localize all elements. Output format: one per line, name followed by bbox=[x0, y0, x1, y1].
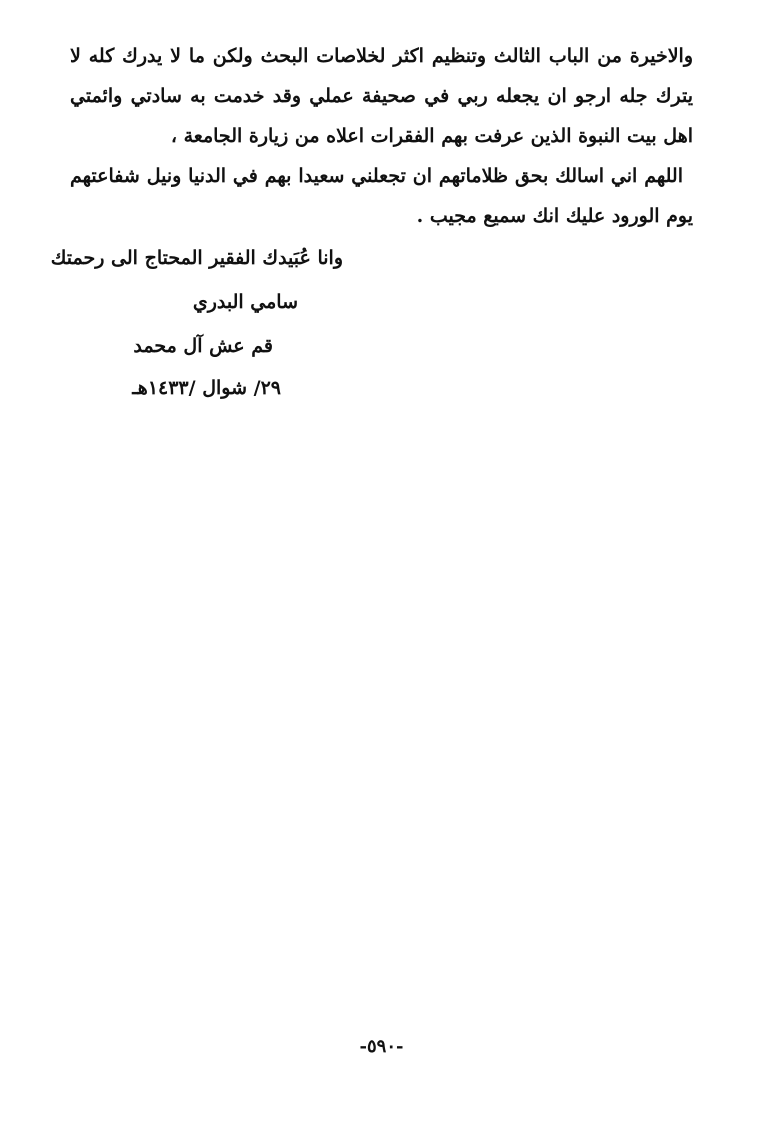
signature-line-closing: وانا عُبَيدك الفقير المحتاج الى رحمتك bbox=[50, 247, 343, 269]
paragraph-2: اللهم اني اسالك بحق ظلاماتهم ان تجعلني سعيدا بهم في الدنيا ونيل شفاعتهم يوم الورود عليك انك سميع مجيب . bbox=[70, 165, 693, 227]
signature-line-author: سامي البدري bbox=[192, 291, 298, 313]
body-text bbox=[70, 36, 693, 236]
signature-line-place: قم عش آل محمد bbox=[133, 335, 273, 357]
signature-line-date: ٢٩/ شوال /١٤٣٣هـ bbox=[132, 377, 281, 399]
paragraph-1: والاخيرة من الباب الثالث وتنظيم اكثر لخلاصات البحث ولكن ما لا يدرك كله لا يترك جله ارجو ان يجعله ربي في صحيفة عملي وقد خدمت به سادتي وائمتي اهل بيت النبوة الذين عرفت بهم الفقرات اعلاه من زيارة الجامعة ، bbox=[70, 45, 693, 147]
page-number: -٥٩٠- bbox=[359, 1036, 404, 1057]
